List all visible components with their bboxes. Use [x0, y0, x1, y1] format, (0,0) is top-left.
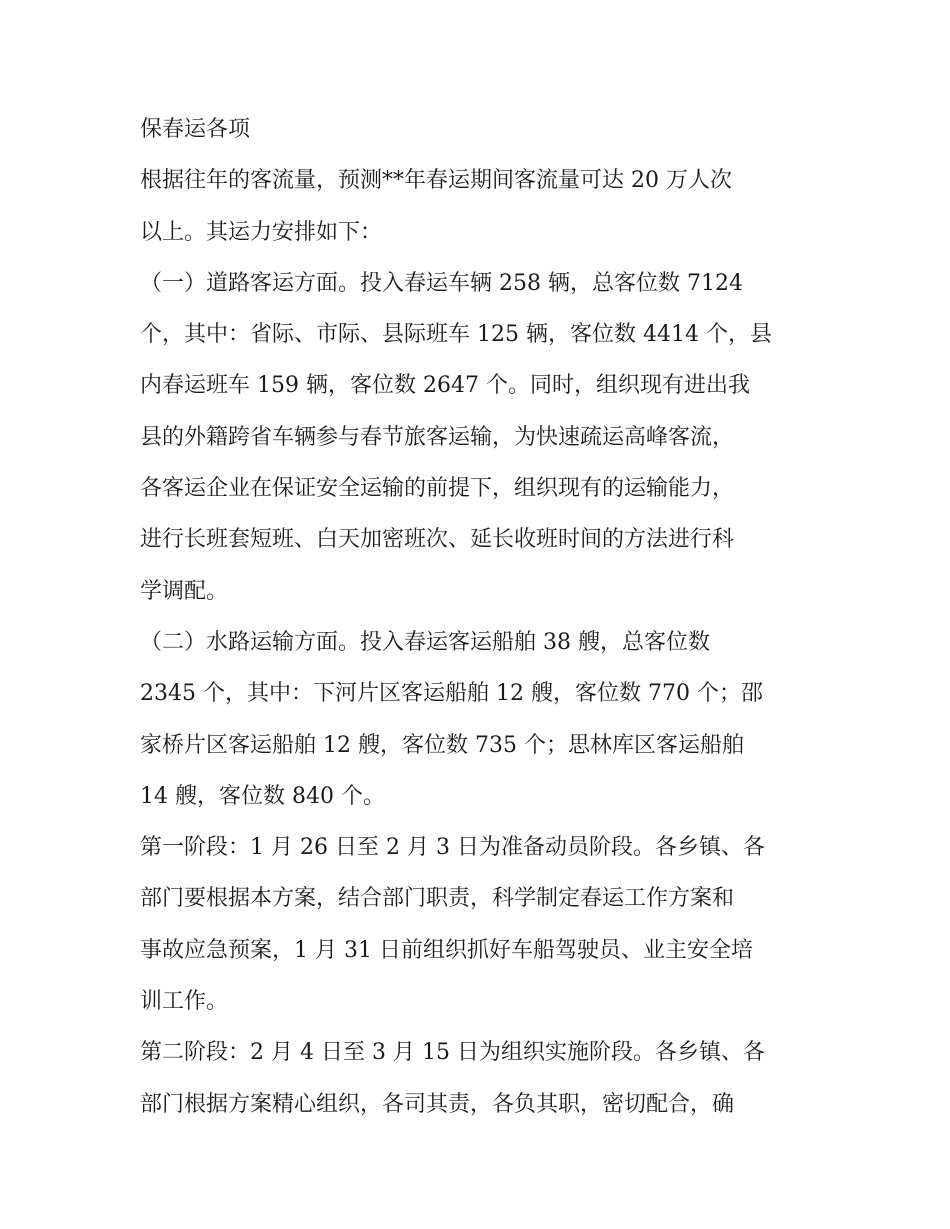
text-line: 进行长班套短班、白天加密班次、延长收班时间的方法进行科 — [140, 527, 735, 553]
text-line: 第一阶段：1 月 26 日至 2 月 3 日为准备动员阶段。各乡镇、各 — [140, 835, 765, 861]
text-line: 以上。其运力安排如下： — [140, 219, 383, 245]
text-line: 内春运班车 159 辆，客位数 2647 个。同时，组织现有进出我 — [140, 373, 750, 399]
text-line: 事故应急预案，1 月 31 日前组织抓好车船驾驶员、业主安全培 — [140, 937, 753, 963]
text-line: 训工作。 — [140, 989, 229, 1015]
text-line: 根据往年的客流量，预测**年春运期间客流量可达 20 万人次 — [140, 168, 732, 194]
text-line: 县的外籍跨省车辆参与春节旅客运输，为快速疏运高峰客流， — [140, 424, 735, 450]
text-line: 家桥片区客运船舶 12 艘，客位数 735 个；思林库区客运船舶 — [140, 732, 744, 758]
text-line: 个，其中：省际、市际、县际班车 125 辆，客位数 4414 个，县 — [140, 322, 772, 348]
text-line: （二）水路运输方面。投入春运客运船舶 38 艘，总客位数 — [140, 629, 710, 655]
text-line: 部门根据方案精心组织，各司其责，各负其职，密切配合，确 — [140, 1091, 735, 1117]
text-line: （一）道路客运方面。投入春运车辆 258 辆，总客位数 7124 — [140, 270, 743, 296]
text-line: 各客运企业在保证安全运输的前提下，组织现有的运输能力， — [140, 476, 735, 502]
text-line: 学调配。 — [140, 578, 229, 604]
text-line: 14 艘，客位数 840 个。 — [140, 783, 385, 809]
text-line: 第二阶段：2 月 4 日至 3 月 15 日为组织实施阶段。各乡镇、各 — [140, 1040, 765, 1066]
section-title: 保春运各项 — [140, 117, 251, 142]
text-line: 2345 个，其中：下河片区客运船舶 12 艘，客位数 770 个；邵 — [140, 681, 763, 707]
text-line: 部门要根据本方案，结合部门职责，科学制定春运工作方案和 — [140, 886, 735, 912]
document-body — [140, 104, 820, 1130]
